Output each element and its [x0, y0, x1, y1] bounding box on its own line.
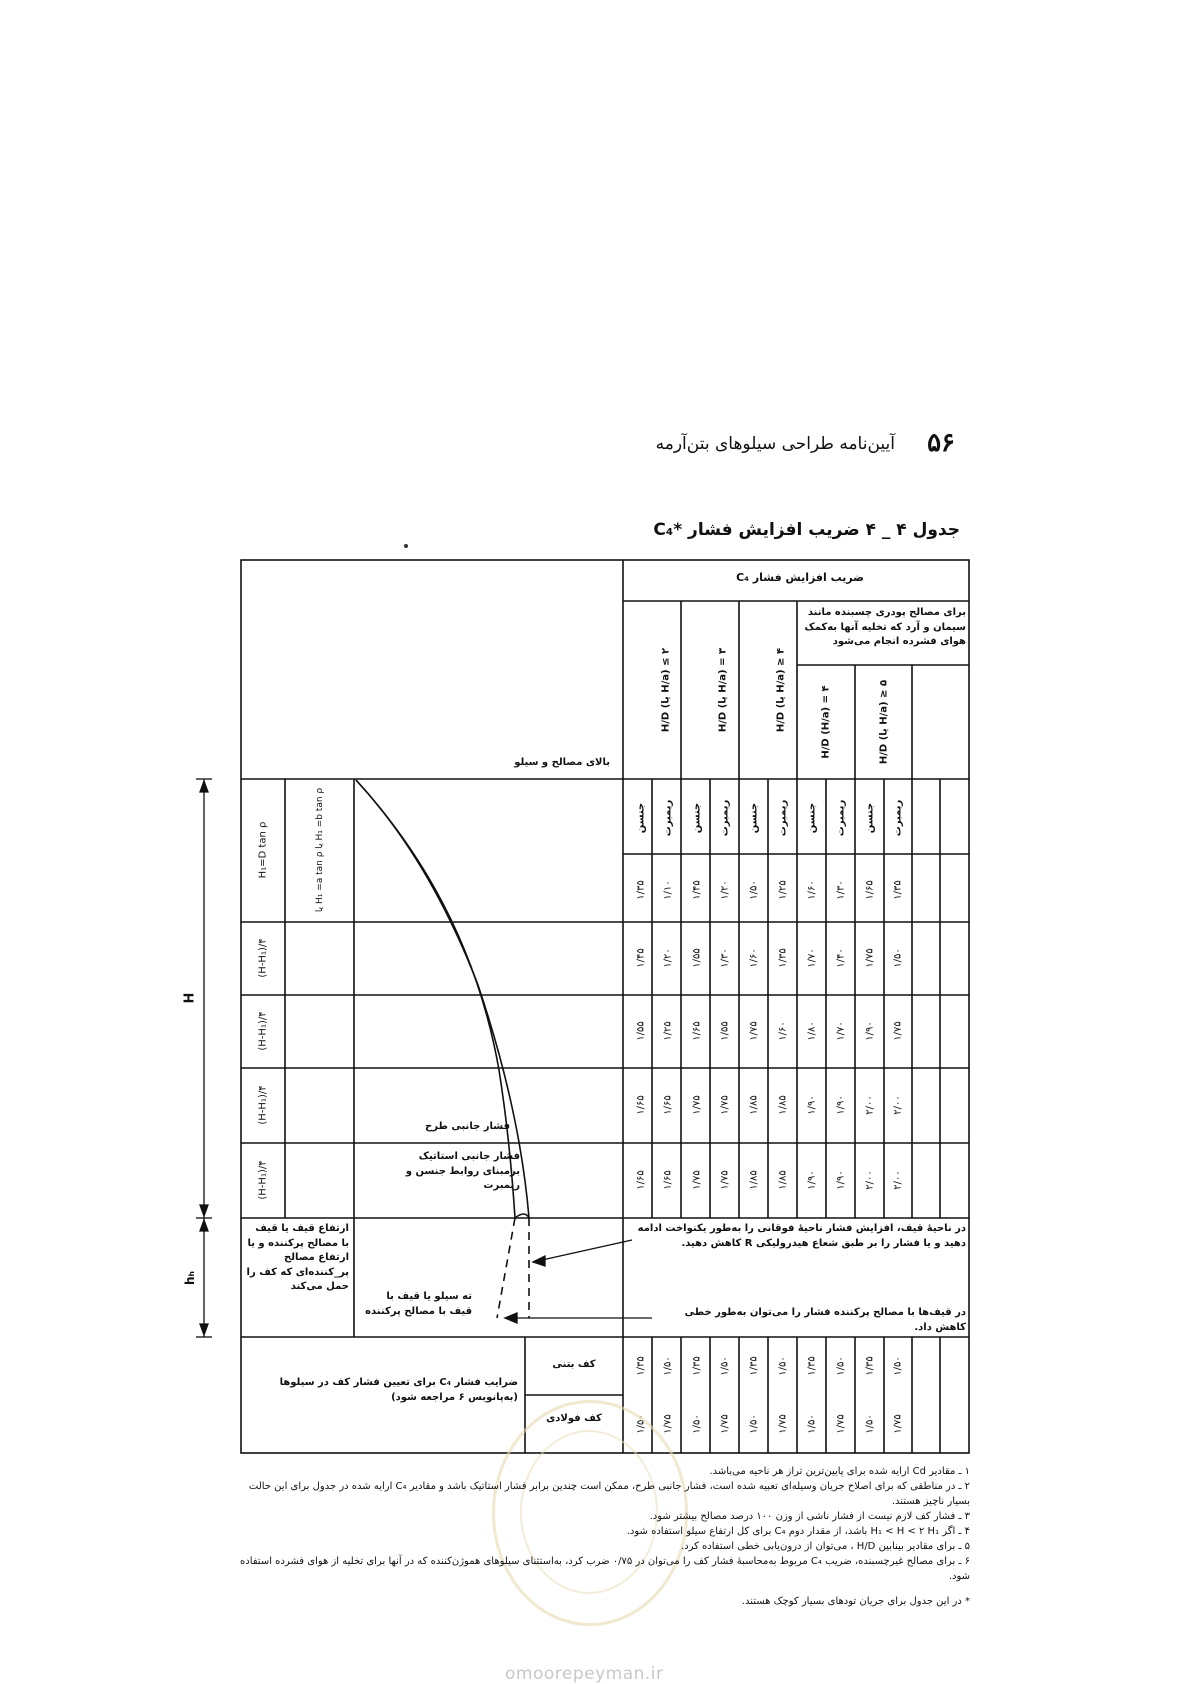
value-cell: ۱/۹۰ [835, 1170, 847, 1190]
dimension-hh: hₕ [183, 1270, 197, 1286]
value-cell: ۱/۹۰ [835, 1095, 847, 1115]
value-cell: ۱/۹۰ [806, 1170, 818, 1190]
floor-value: ۱/۷۵ [835, 1414, 847, 1434]
row-label: (H-H₁)/۴ [257, 1085, 269, 1125]
method-label: جنسن [635, 802, 647, 834]
floor-label-steel: کف فولادی [546, 1413, 602, 1424]
method-label: ریمبرت [662, 799, 674, 837]
floor-value: ۱/۷۵ [719, 1414, 731, 1434]
floor-value: ۱/۳۵ [691, 1356, 703, 1376]
value-cell: ۱/۵۵ [691, 948, 703, 968]
method-label: ریمبرت [719, 799, 731, 837]
value-cell: ۱/۱۰ [662, 880, 674, 900]
value-cell: ۲/۰۰ [864, 1170, 876, 1190]
value-cell: ۲/۰۰ [892, 1095, 904, 1115]
star-note: * در این جدول برای جریان تودهای بسیار کوچک هستند. [741, 1596, 970, 1607]
value-cell: ۱/۷۵ [691, 1170, 703, 1190]
floor-value: ۱/۵۰ [719, 1356, 731, 1376]
row-label: (H-H₁)/۴ [257, 1160, 269, 1200]
value-cell: ۱/۷۰ [835, 1021, 847, 1041]
value-cell: ۱/۳۵ [777, 948, 789, 968]
value-cell: ۱/۶۵ [635, 1170, 647, 1190]
floor-value: ۱/۳۵ [748, 1356, 760, 1376]
value-cell: ۱/۷۵ [892, 1021, 904, 1041]
value-cell: ۱/۷۵ [691, 1095, 703, 1115]
footnote: ۴ ـ اگر H₁ < H < ۲ H₁ باشد، از مقدار دوم C₄ برای کل ارتفاع سیلو استفاده شود. [626, 1526, 970, 1537]
method-label: جنسن [691, 802, 703, 834]
ratio-header-4: H/D (H/a) = ۴ [820, 685, 832, 759]
floor-value: ۱/۵۰ [748, 1414, 760, 1434]
value-cell: ۱/۲۵ [777, 880, 789, 900]
value-cell: ۱/۸۵ [777, 1170, 789, 1190]
row-label: (H-H₁)/۴ [257, 1011, 269, 1051]
value-cell: ۱/۳۵ [635, 880, 647, 900]
value-cell: ۱/۷۵ [719, 1170, 731, 1190]
floor-label-concrete: کف بتنی [552, 1359, 596, 1370]
value-cell: ۱/۶۵ [635, 1095, 647, 1115]
floor-value: ۱/۵۰ [635, 1414, 647, 1434]
floor-value: ۱/۵۰ [662, 1356, 674, 1376]
floor-value: ۱/۵۰ [864, 1414, 876, 1434]
floor-value: ۱/۷۵ [777, 1414, 789, 1434]
value-cell: ۱/۵۰ [748, 880, 760, 900]
method-label: ریمبرت [892, 799, 904, 837]
floor-value: ۱/۵۰ [835, 1356, 847, 1376]
design-pressure-label: فشار جانبی طرح [425, 1121, 510, 1132]
value-cell: ۱/۳۰ [835, 880, 847, 900]
row-label: H₁=D tan ρ [257, 821, 269, 879]
book-title: آیین‌نامه طراحی سیلوهای بتن‌آرمه [655, 434, 895, 454]
value-cell: ۱/۴۵ [691, 880, 703, 900]
hopper-note: در ناحیهٔ قیف، افزایش فشار ناحیهٔ فوقانی را به‌طور یکنواخت ادامه دهید و یا فشار را بر طبق شعاع هیدرولیکی R کاهش دهید. [637, 1223, 966, 1249]
filler-note: در قیف‌ها با مصالح پرکننده فشار را می‌توان به‌طور خطی کاهش داد. [684, 1307, 966, 1333]
value-cell: ۱/۷۵ [864, 948, 876, 968]
floor-value: ۱/۵۰ [806, 1414, 818, 1434]
floor-value: ۱/۳۵ [864, 1356, 876, 1376]
floor-value: ۱/۵۰ [892, 1356, 904, 1376]
value-cell: ۱/۵۰ [892, 948, 904, 968]
method-label: جنسن [748, 802, 760, 834]
method-label: جنسن [806, 802, 818, 834]
method-label: ریمبرت [835, 799, 847, 837]
value-cell: ۱/۶۵ [662, 1095, 674, 1115]
value-cell: ۱/۲۰ [719, 880, 731, 900]
floor-value: ۱/۷۵ [892, 1414, 904, 1434]
value-cell: ۱/۸۵ [777, 1095, 789, 1115]
floor-value: ۱/۳۵ [806, 1356, 818, 1376]
value-cell: ۱/۳۰ [719, 948, 731, 968]
footnote: ۲ ـ در مناطقی که برای اصلاح جریان وسیله‌ای تعبیه شده است، فشار جانبی طرح، ممکن است چندین برابر فشار استاتیک باشد و مقادیر C₄ ارایه شده در جدول برای این حالت بسیار ناچیز هستند. [248, 1481, 970, 1507]
value-cell: ۱/۵۵ [719, 1021, 731, 1041]
value-cell: ۱/۷۵ [719, 1095, 731, 1115]
silo-bottom-label: ته سیلو یا قیف با قیف با مصالح پرکننده [365, 1291, 472, 1317]
value-cell: ۱/۹۰ [864, 1021, 876, 1041]
value-cell: ۲/۰۰ [864, 1095, 876, 1115]
table-title: جدول ۴ _ ۴ ضریب افزایش فشار *C₄ [653, 520, 960, 540]
value-cell: ۱/۶۵ [864, 880, 876, 900]
dimension-H: H [182, 992, 198, 1004]
value-cell: ۱/۸۰ [806, 1021, 818, 1041]
value-cell: ۱/۵۵ [635, 1021, 647, 1041]
value-cell: ۲/۰۰ [892, 1170, 904, 1190]
value-cell: ۱/۶۵ [662, 1170, 674, 1190]
top-of-material-label: بالای مصالح و سیلو [514, 757, 610, 768]
row-label: (H-H₁)/۴ [257, 938, 269, 978]
ratio-header-3: H/D (یا H/a) ≥ ۴ [775, 647, 787, 733]
floor-value: ۱/۵۰ [777, 1356, 789, 1376]
value-cell: ۱/۷۰ [806, 948, 818, 968]
value-cell: ۱/۶۰ [806, 880, 818, 900]
value-cell: ۱/۴۰ [835, 948, 847, 968]
ratio-header-5: H/D (یا H/a) ≥ ۵ [878, 679, 890, 765]
row-label-alt: یا H₁ =a tan ρ یا H₁ =b tan ρ [315, 787, 325, 913]
floor-coeff-label: ضرایب فشار C₄ برای تعیین فشار کف در سیلوها (به‌پانویس ۶ مراجعه شود) [279, 1377, 518, 1403]
footnote: ۳ ـ فشار کف لازم نیست از فشار ناشی از وزن ۱۰۰ درصد مصالح بیشتر شود. [649, 1511, 970, 1522]
static-pressure-label: فشار جانبی استاتیک برمبنای روابط جنسن و ریمبرت [405, 1151, 520, 1191]
method-label: جنسن [864, 802, 876, 834]
ratio-header-1: H/D (یا H/a) ≤ ۲ [660, 647, 672, 733]
value-cell: ۱/۳۵ [892, 880, 904, 900]
method-label: ریمبرت [777, 799, 789, 837]
footnote: ۱ ـ مقادیر Cd ارایه شده برای پایین‌ترین تراز هر ناحیه می‌باشد. [709, 1466, 970, 1477]
value-cell: ۱/۴۵ [635, 948, 647, 968]
value-cell: ۱/۸۵ [748, 1095, 760, 1115]
floor-value: ۱/۷۵ [662, 1414, 674, 1434]
value-cell: ۱/۸۵ [748, 1170, 760, 1190]
value-cell: ۱/۶۰ [748, 948, 760, 968]
page-number: ۵۶ [927, 428, 955, 458]
hopper-height-label: ارتفاع قیف یا قیف با مصالح پرکننده و یا ارتفاع مصالح پر_کننده‌ای که کف را حمل می‌کند [246, 1223, 349, 1292]
value-cell: ۱/۲۵ [662, 1021, 674, 1041]
value-cell: ۱/۶۰ [777, 1021, 789, 1041]
value-cell: ۱/۶۵ [691, 1021, 703, 1041]
floor-value: ۱/۳۵ [635, 1356, 647, 1376]
value-cell: ۱/۷۵ [748, 1021, 760, 1041]
floor-value: ۱/۵۰ [691, 1414, 703, 1434]
footnotes [240, 1464, 970, 1584]
value-cell: ۱/۹۰ [806, 1095, 818, 1115]
footnote: ۶ ـ برای مصالح غیرچسبنده، ضریب C₄ مربوط به‌محاسبهٔ فشار کف را می‌توان در ۰/۷۵ ضرب کرد، به‌استثنای سیلوهای هموژن‌کننده که در آنها برای تخلیه از هوای فشرده استفاده شود. [240, 1556, 970, 1582]
value-cell: ۱/۲۰ [662, 948, 674, 968]
ratio-header-2: H/D (یا H/a) = ۳ [717, 647, 729, 733]
watermark-url: omoorepeyman.ir [505, 1664, 664, 1684]
footnote: ۵ ـ برای مقادیر بینابین H/D ، می‌توان از درون‌یابی خطی استفاده کرد. [680, 1541, 970, 1552]
main-header: ضریب افزایش فشار C₄ [736, 571, 864, 584]
cohesive-header: برای مصالح پودری چسبنده مانند سیمان و آرد که تخلیه آنها به‌کمک هوای فشرده انجام می‌شود [804, 607, 966, 647]
